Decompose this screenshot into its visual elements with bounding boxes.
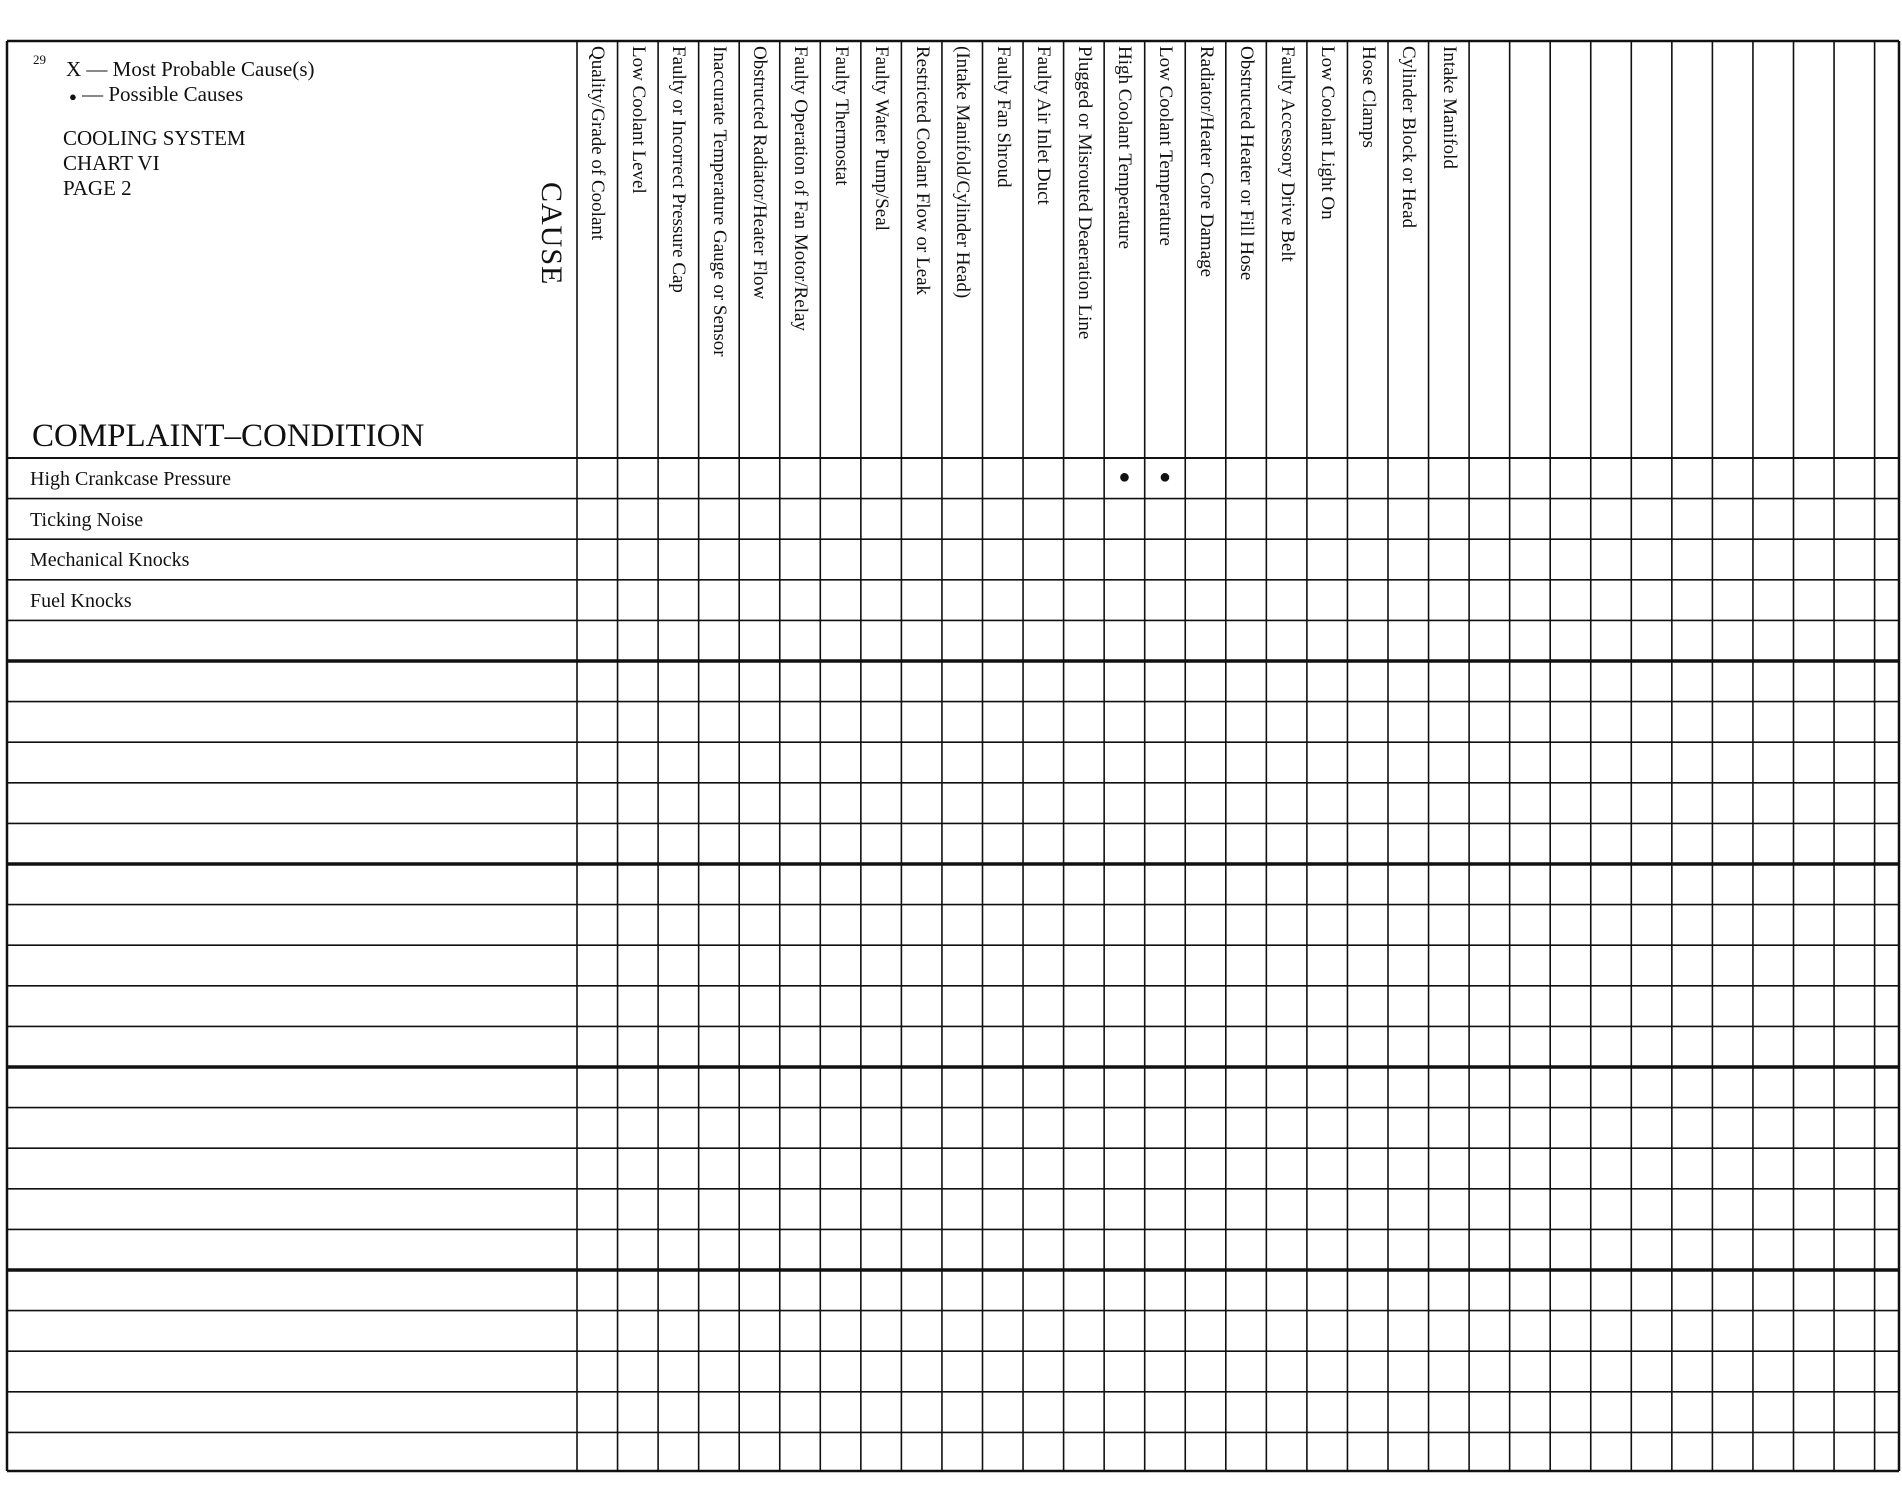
cause-column-header: Faulty Operation of Fan Motor/Relay xyxy=(790,46,812,331)
cause-column-header: Faulty Accessory Drive Belt xyxy=(1276,46,1298,262)
complaint-row-label: High Crankcase Pressure xyxy=(30,468,232,490)
complaint-row-label: Mechanical Knocks xyxy=(30,549,190,572)
title-line-3: PAGE 2 xyxy=(63,176,132,200)
cause-column-header: Inaccurate Temperature Gauge or Sensor xyxy=(708,46,730,357)
cause-column-header: Obstructed Radiator/Heater Flow xyxy=(749,46,771,300)
complaint-row-label: Fuel Knocks xyxy=(30,589,132,612)
cause-column-header: Cylinder Block or Head xyxy=(1398,46,1420,229)
cause-mark: ● xyxy=(1118,466,1131,488)
title-line-1: COOLING SYSTEM xyxy=(63,126,246,150)
cause-column-header: High Coolant Temperature xyxy=(1114,46,1136,250)
cause-column-header: Faulty Fan Shroud xyxy=(992,46,1014,188)
title-line-2: CHART VI xyxy=(63,151,160,175)
cause-column-header: Obstructed Heater or Fill Hose xyxy=(1236,46,1258,281)
page-number: 29 xyxy=(33,52,46,67)
legend-dot-symbol: ● xyxy=(69,89,77,104)
complaint-condition-heading: COMPLAINT–CONDITION xyxy=(32,418,425,454)
legend-x-symbol: X xyxy=(66,57,82,81)
cause-column-header: (Intake Manifold/Cylinder Head) xyxy=(952,46,974,299)
legend-x-text: — Most Probable Cause(s) xyxy=(86,57,315,81)
legend-most-probable xyxy=(66,57,314,81)
complaint-row-label: Ticking Noise xyxy=(30,508,144,531)
cause-column-header: Intake Manifold xyxy=(1438,46,1460,169)
cause-column-header: Restricted Coolant Flow or Leak xyxy=(911,46,933,296)
cause-column-header: Faulty Thermostat xyxy=(830,46,852,186)
cause-column-header: Quality/Grade of Coolant xyxy=(587,46,609,241)
legend-dot-text: — Possible Causes xyxy=(82,82,244,106)
cause-column-header: Hose Clamps xyxy=(1357,46,1379,148)
cause-column-header: Faulty or Incorrect Pressure Cap xyxy=(668,46,690,293)
cause-heading: CAUSE xyxy=(535,182,568,286)
cause-column-header: Low Coolant Light On xyxy=(1317,46,1339,220)
cause-column-header: Low Coolant Temperature xyxy=(1154,46,1176,246)
cause-mark: ● xyxy=(1158,466,1172,488)
cause-column-header: Radiator/Heater Core Damage xyxy=(1195,46,1217,278)
cause-column-header: Low Coolant Level xyxy=(627,46,649,194)
legend-possible xyxy=(69,82,243,109)
cause-column-header: Faulty Air Inlet Duct xyxy=(1033,46,1055,205)
cause-column-header: Faulty Water Pump/Seal xyxy=(871,46,893,231)
cause-column-header: Plugged or Misrouted Deaeration Line xyxy=(1073,46,1095,340)
